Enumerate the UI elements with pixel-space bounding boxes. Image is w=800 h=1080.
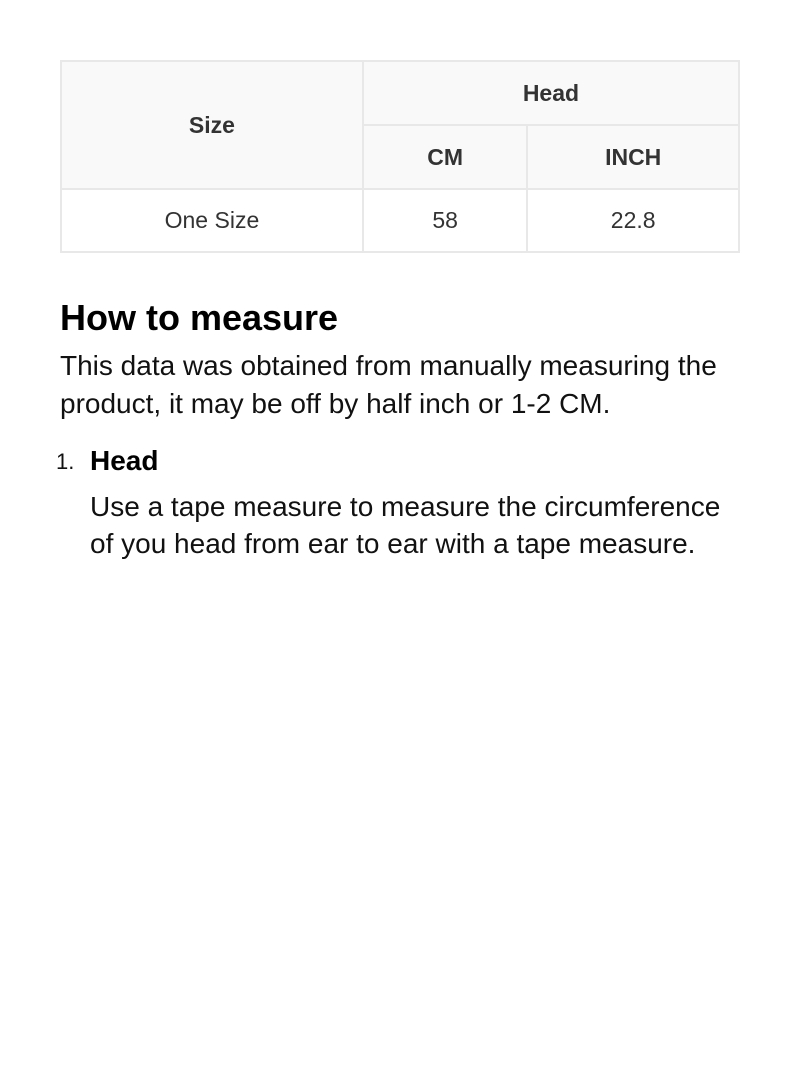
list-item — [56, 443, 740, 562]
cell-size: One Size — [61, 189, 363, 252]
cell-cm: 58 — [363, 189, 527, 252]
header-inch: INCH — [527, 125, 739, 189]
size-table — [60, 60, 740, 253]
step-title: Head — [90, 445, 159, 476]
table-row — [61, 189, 739, 252]
measure-steps-list — [56, 443, 740, 562]
cell-inch: 22.8 — [527, 189, 739, 252]
header-cm: CM — [363, 125, 527, 189]
header-size: Size — [61, 61, 363, 189]
header-head: Head — [363, 61, 739, 125]
step-description: Use a tape measure to measure the circumference of you head from ear to ear with a tape measure. — [90, 491, 721, 559]
table-header-row — [61, 61, 739, 125]
step-number: 1. — [56, 449, 75, 474]
how-to-measure-intro: This data was obtained from manually measuring the product, it may be off by half inch or 1-2 CM. — [60, 350, 717, 419]
how-to-measure-title: How to measure — [60, 297, 339, 338]
